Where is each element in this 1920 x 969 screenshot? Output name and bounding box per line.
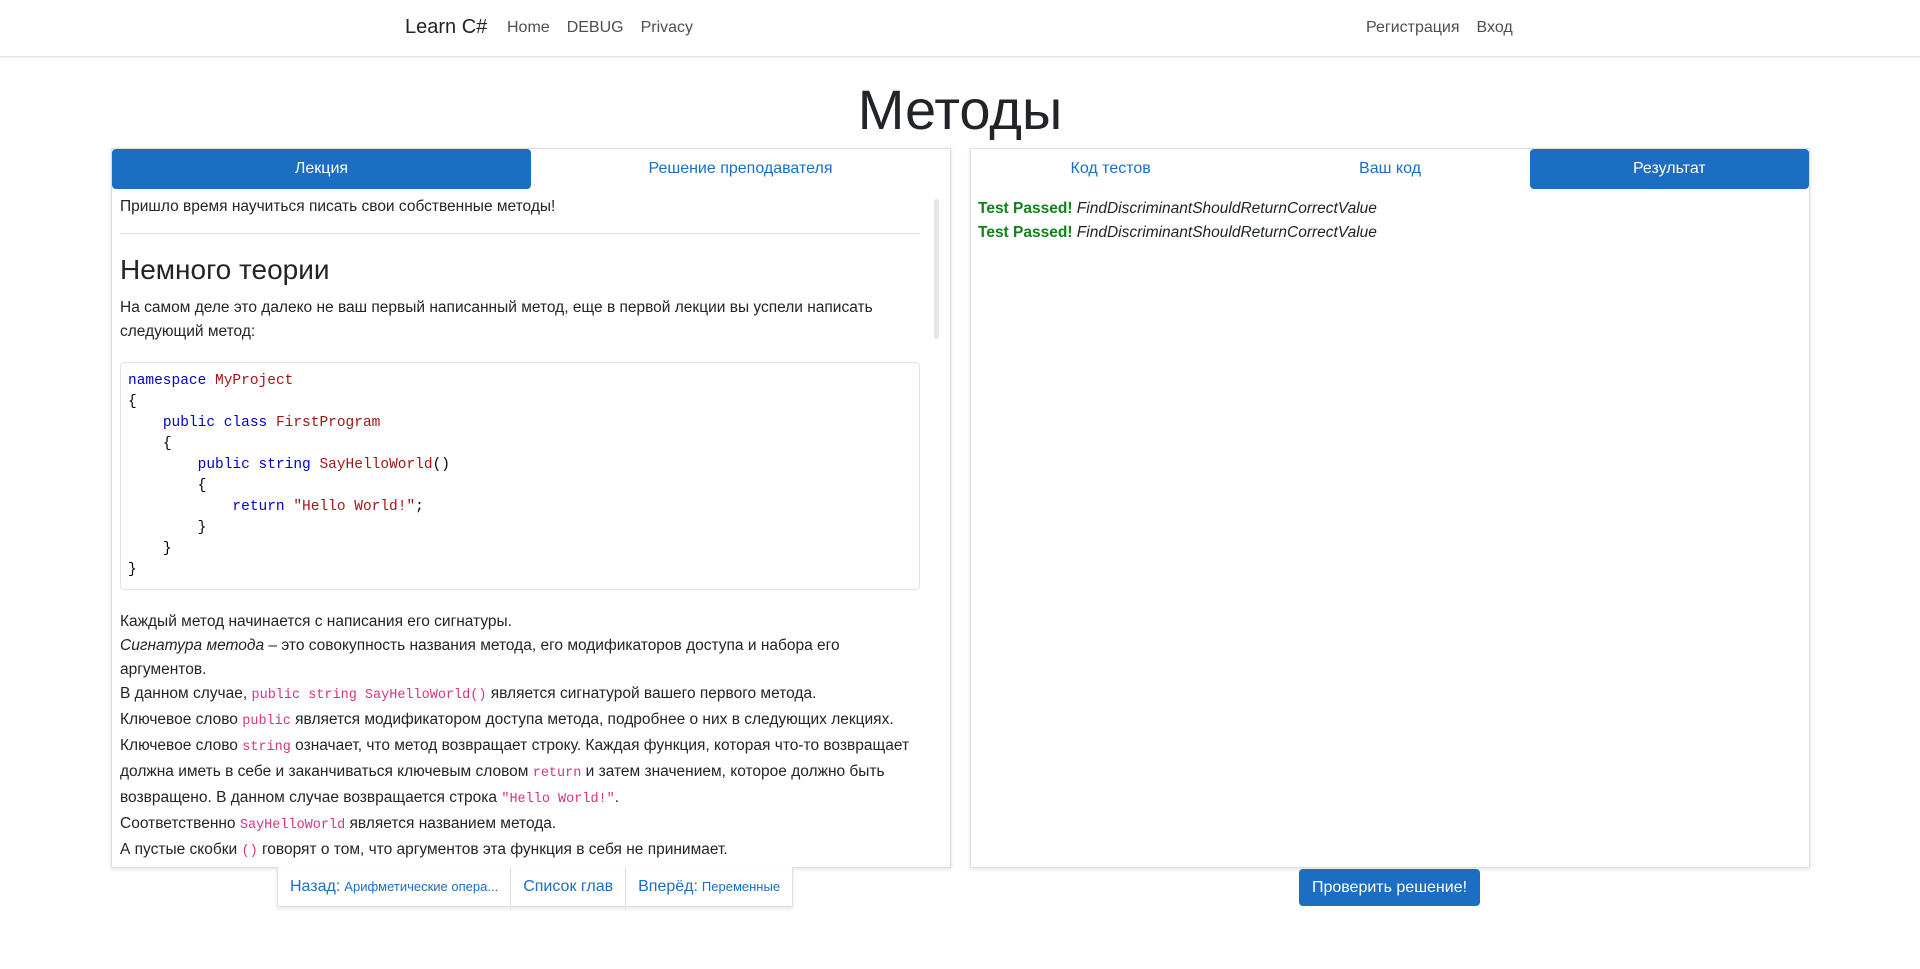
test-name: FindDiscriminantShouldReturnCorrectValue bbox=[1076, 224, 1377, 241]
nav-home-link[interactable]: Home bbox=[507, 19, 550, 36]
tab-test-code[interactable]: Код тестов bbox=[1070, 160, 1151, 177]
code-semicolon: ; bbox=[415, 499, 424, 515]
text: – это совокупность названия метода, его модификаторов доступа и набора его аргументов. bbox=[120, 637, 840, 678]
text: . bbox=[614, 789, 620, 806]
text: Соответственно bbox=[120, 815, 240, 832]
code-brace: { bbox=[162, 436, 172, 452]
text: Каждый метод начинается с написания его сигнатуры. bbox=[120, 613, 512, 630]
check-solution-button[interactable]: Проверить решение! bbox=[1299, 869, 1480, 906]
test-result-row bbox=[978, 197, 1377, 221]
text: Ключевое слово bbox=[120, 737, 243, 754]
lecture-tabbar bbox=[112, 149, 950, 189]
next-chapter-link[interactable] bbox=[626, 867, 792, 906]
lecture-scrollbar[interactable] bbox=[934, 199, 939, 339]
prev-label: Назад: bbox=[290, 877, 341, 895]
code-identifier: SayHelloWorld bbox=[319, 457, 433, 473]
lecture-paragraph bbox=[120, 610, 920, 860]
lecture-paragraph: На самом деле это далеко не ваш первый написанный метод, еще в первой лекции вы успели написать следующий метод: bbox=[120, 299, 873, 340]
tab-result[interactable]: Результат bbox=[1530, 149, 1809, 189]
code-brace: } bbox=[197, 520, 207, 536]
inline-code: return bbox=[532, 766, 582, 781]
text: означает, что метод возвращает строку. Каждая функция, которая что-то возвращает должна иметь в себе и заканчиваться ключевым словом bbox=[120, 737, 910, 780]
emphasis-term: Сигнатура метода bbox=[120, 637, 265, 654]
next-target: Переменные bbox=[701, 879, 781, 894]
inline-code: public bbox=[242, 714, 291, 729]
inline-code: () bbox=[241, 844, 258, 859]
prev-target: Арифметические опера... bbox=[344, 879, 499, 894]
code-identifier: MyProject bbox=[215, 373, 294, 389]
tab-lecture[interactable]: Лекция bbox=[112, 149, 531, 189]
lecture-panel bbox=[111, 148, 951, 868]
text: А пустые скобки bbox=[120, 841, 242, 858]
code-panel bbox=[970, 148, 1810, 868]
nav-register-link[interactable]: Регистрация bbox=[1366, 19, 1460, 36]
divider bbox=[120, 233, 920, 234]
inline-code: public string SayHelloWorld() bbox=[251, 688, 487, 703]
code-identifier: FirstProgram bbox=[275, 415, 381, 431]
code-brace: { bbox=[128, 394, 137, 410]
code-tabbar bbox=[971, 149, 1809, 189]
code-parens: () bbox=[432, 457, 450, 473]
text: и затем значением, которое должно быть возвращено. В данном случае возвращается строка bbox=[120, 763, 885, 806]
test-results bbox=[978, 197, 1377, 245]
text: В данном случае, bbox=[120, 685, 252, 702]
brand-link[interactable]: Learn C# bbox=[405, 16, 488, 38]
lecture-intro: Пришло время научиться писать свои собственные методы! bbox=[120, 198, 556, 215]
nav-debug-link[interactable]: DEBUG bbox=[566, 19, 624, 36]
test-name: FindDiscriminantShouldReturnCorrectValue bbox=[1076, 200, 1377, 217]
chapter-list-link[interactable]: Список глав bbox=[511, 867, 626, 906]
code-string: "Hello World!" bbox=[293, 499, 416, 515]
nav-left-links bbox=[507, 19, 693, 37]
text: Ключевое слово bbox=[120, 711, 243, 728]
tab-your-code[interactable]: Ваш код bbox=[1359, 160, 1421, 177]
text: является названием метода. bbox=[345, 815, 557, 832]
code-block bbox=[120, 362, 920, 590]
nav-privacy-link[interactable]: Privacy bbox=[640, 19, 694, 36]
inline-code: string bbox=[242, 740, 291, 755]
test-status: Test Passed! bbox=[978, 224, 1073, 241]
nav-right-links bbox=[1366, 19, 1513, 37]
test-result-row bbox=[978, 221, 1377, 245]
code-keyword: namespace bbox=[128, 373, 207, 389]
tab-teacher-solution[interactable]: Решение преподавателя bbox=[648, 160, 833, 177]
lecture-heading: Немного теории bbox=[120, 254, 330, 285]
inline-code: "Hello World!" bbox=[501, 792, 615, 807]
code-brace: { bbox=[197, 478, 207, 494]
chapter-pager bbox=[277, 867, 793, 907]
code-brace: } bbox=[128, 562, 137, 578]
code-keyword: public string bbox=[197, 457, 311, 473]
test-status: Test Passed! bbox=[978, 200, 1073, 217]
top-navbar bbox=[0, 0, 1920, 57]
text: говорят о том, что аргументов эта функция в себя не принимает. bbox=[257, 841, 728, 858]
inline-code: SayHelloWorld bbox=[239, 818, 346, 833]
page-title: Методы bbox=[857, 78, 1063, 141]
lecture-content[interactable] bbox=[120, 195, 920, 860]
prev-chapter-link[interactable] bbox=[278, 867, 511, 906]
nav-login-link[interactable]: Вход bbox=[1476, 19, 1513, 36]
code-keyword: public class bbox=[162, 415, 268, 431]
text: является модификатором доступа метода, подробнее о них в следующих лекциях. bbox=[290, 711, 894, 728]
code-brace: } bbox=[162, 541, 172, 557]
text: является сигнатурой вашего первого метода. bbox=[486, 685, 817, 702]
code-keyword: return bbox=[232, 499, 285, 515]
next-label: Вперёд: bbox=[638, 877, 698, 895]
